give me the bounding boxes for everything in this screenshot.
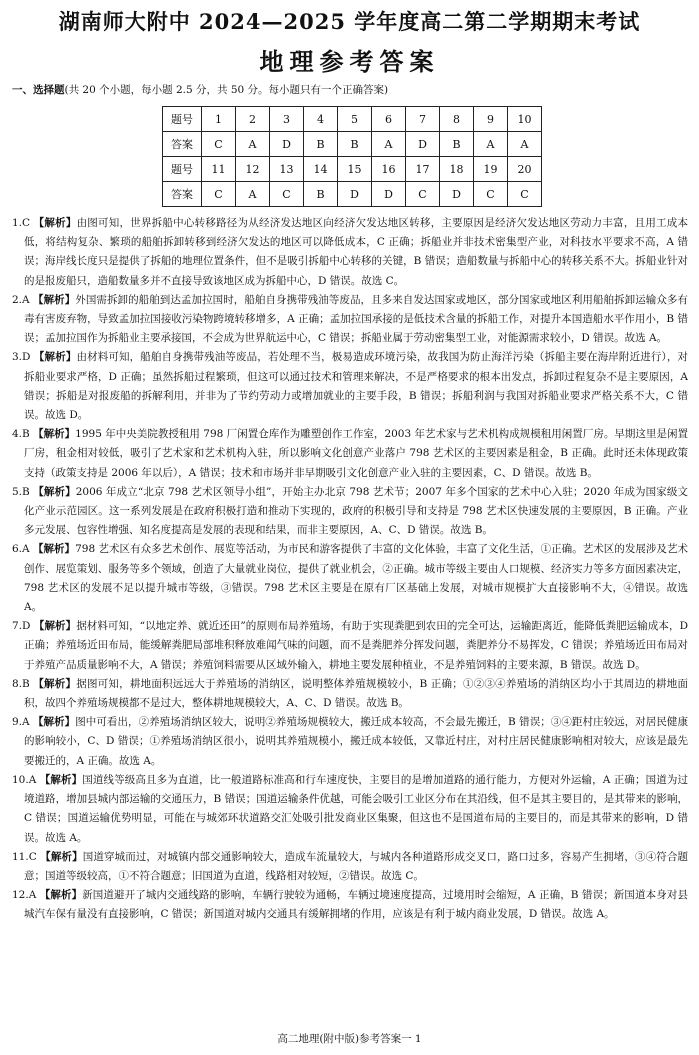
analysis-text: 国道线等级高且多为直道，比一般道路标准高和行车速度快，主要目的是增加道路的通行能力，方便对外运输，A 正确；国道为过境道路，增加县城内部运输的交通压力，B 错误；国道运输条件优越，可能会吸引工业区分布在其沿线，但不是其主要目的，是其带来的影响，C 错误；国道运输优势明显，可能在与城郊环状道路交汇处吸引批发商业区集聚，但这也不是国道布局的主要目的，而是其带来的影响，D 错误。故选 A。 — [24, 773, 689, 844]
question-explanation — [12, 713, 688, 771]
answer-letter: A — [236, 132, 270, 157]
question-number: 7 — [406, 107, 440, 132]
question-number: 4 — [304, 107, 338, 132]
analysis-text: 外国需拆卸的船舶到达孟加拉国时，船舶自身携带残油等废品，且多来自发达国家或地区，部分国家或地区利用船舶拆卸运输众多有毒有害废弃物，导致孟加拉国接收污染物跨境转移增多，A 正确；孟加拉国承接的是低技术含量的拆船工作，对提升本国造船水平作用小，B 错误；孟加拉国作为拆船业主要承接国，不会成为世界航运中心，C 错误；拆船业属于劳动密集型工业，对能源需求较小，D 错误。故选 A。 — [24, 293, 688, 345]
document-subtitle: 地理参考答案 — [259, 48, 440, 76]
answer-letter: D — [270, 132, 304, 157]
answer-letter: D — [338, 182, 372, 207]
question-answer-label: 1.C — [12, 217, 34, 229]
answer-letter: C — [202, 132, 236, 157]
row-header: 答案 — [163, 182, 202, 207]
question-explanation — [12, 848, 688, 886]
analysis-tag: 【解析】 — [33, 620, 77, 633]
row-header: 题号 — [163, 157, 202, 182]
answer-letter: B — [304, 182, 338, 207]
analysis-text: 据材料可知，“以地定养、就近还田”的原则布局养殖场，有助于实现粪肥到农田的完全可达，运输距离近，能降低粪肥运输成本，D 正确；养殖场近田布局，能缓解粪肥局部堆积释放难闻气味的问题，而不是粪肥养分挥发问题，粪肥养分不易挥发，C 错误；养殖场近田布局对于养殖产品质量影响不大，A 错误；养殖饲料需要从区域外输入，耕地主要发展种植业，不是养殖饲料的主要来源，B 错误。故选 D。 — [24, 620, 688, 671]
analysis-tag: 【解析】 — [33, 485, 76, 498]
analysis-tag: 【解析】 — [40, 850, 83, 863]
question-explanation — [12, 348, 688, 425]
analysis-tag: 【解析】 — [33, 428, 76, 441]
table-row — [163, 107, 542, 132]
section-note: (共 20 个小题，每小题 2.5 分，共 50 分。每小题只有一个正确答案) — [64, 84, 389, 96]
question-explanation — [12, 425, 688, 483]
question-number: 9 — [474, 107, 508, 132]
table-row — [163, 157, 542, 182]
question-answer-label: 8.B — [12, 677, 34, 690]
analysis-tag: 【解析】 — [33, 217, 77, 229]
answer-letter: A — [372, 132, 406, 157]
analysis-tag: 【解析】 — [33, 293, 76, 306]
answer-letter: C — [406, 182, 440, 207]
question-explanation — [12, 214, 688, 291]
analysis-text: 由图可知，世界拆船中心转移路径为从经济发达地区向经济欠发达地区转移，主要原因是经济欠发达地区劳动力丰富，且用工成本低，将结构复杂、繁琐的船舶拆卸转移到经济欠发达的地区可以降低成本，C 正确；拆船业并非技术密集型产业，对科技水平要求不高，A 错误；海岸线长度只是提供了拆船的地理位置条件，但不是吸引拆船中心转移的关键，B 错误；造船数量与拆船中心的转移关系不大。拆船业针对的是报废船只，造船数量多并不直接导致该地区成为拆船中心，D 错误。故选 C。 — [24, 217, 689, 287]
question-number: 15 — [338, 157, 372, 182]
question-number: 17 — [406, 157, 440, 182]
question-number: 6 — [372, 107, 406, 132]
question-number: 8 — [440, 107, 474, 132]
analysis-tag: 【解析】 — [39, 773, 83, 786]
table-row — [163, 132, 542, 157]
analysis-text: 国道穿城而过，对城镇内部交通影响较大，造成车流量较大，与城内各种道路形成交叉口，路口过多，容易产生拥堵，③④符合题意；国道等级较高，①不符合题意；旧国道为直道，线路相对较短，②错误。故选 C。 — [24, 850, 689, 882]
question-answer-label: 7.D — [12, 620, 34, 633]
page-footer: 高二地理(附中版)参考答案一 1 — [277, 1033, 422, 1045]
question-number: 16 — [372, 157, 406, 182]
question-number: 12 — [236, 157, 270, 182]
answer-letter: C — [270, 182, 304, 207]
answer-letter: A — [508, 132, 542, 157]
question-number: 1 — [202, 107, 236, 132]
question-answer-label: 4.B — [12, 428, 34, 441]
question-explanation — [12, 483, 688, 541]
analysis-text: 新国道避开了城内交通线路的影响，车辆行驶较为通畅，车辆过境速度提高，过境用时会缩短，A 正确，B 错误；新国道本身对县城汽车保有量没有直接影响，C 错误；新国道对城内交通具有缓解拥堵的作用，应该是有利于城内商业发展，D 错误。故选 A。 — [24, 889, 688, 921]
answer-letter: C — [202, 182, 236, 207]
question-number: 14 — [304, 157, 338, 182]
analysis-text: 1995 年中央美院教授租用 798 厂闲置仓库作为雕塑创作工作室，2003 年艺术家与艺术机构成规模租用闲置厂房。早期这里是闲置厂房，租金相对较低，吸引了艺术家和艺术机构入驻，所以影响文化创意产业落户 798 艺术区的主要因素是租金，B 正确。此时还未体现政策支持（政策支持是 2006 年以后），A 错误；技术和市场并非早期吸引文化创意产业入驻的主要因素，C、D 错误。故选 B。 — [24, 428, 688, 479]
analysis-text: 据图可知，耕地面积远远大于养殖场的消纳区，说明整体养殖规模较小，B 正确；①②③④养殖场的消纳区均小于其周边的耕地面积，故四个养殖场规模都不是过大，整体耕地规模较大，A、C、D 错误。故选 B。 — [24, 677, 689, 710]
answer-letter: C — [474, 182, 508, 207]
question-answer-label: 11.C — [12, 850, 41, 863]
answer-letter: D — [406, 132, 440, 157]
analysis-tag: 【解析】 — [32, 543, 76, 556]
analysis-text: 图中可看出，②养殖场消纳区较大，说明②养殖场规模较大，搬迁成本较高，不会最先搬迁，B 错误；③④距村庄较远，对居民健康的影响较小，C、D 错误；①养殖场消纳区很小，说明其养殖规模小，搬迁成本较低，又靠近村庄，对村庄居民健康影响相对较大，应该是最先要搬迁的，A 正确。故选 A。 — [24, 716, 688, 767]
explanations-list — [12, 214, 688, 925]
answer-letter: B — [304, 132, 338, 157]
analysis-text: 由材料可知，船舶自身携带残油等废品，若处理不当，极易造成环境污染，故我国为防止海洋污染（拆船主要在海岸附近进行），对拆船业要求严格，D 正确；虽然拆船过程繁琐，但这可以通过技术和管理来解决，不是严格要求的根本出发点，拆卸过程复杂不是主要原因，A 错误；拆船是对报废船的拆解利用，并非为了节约劳动力或增加就业的主要手段，B 错误；拆船利润与我国对拆船业要求严格关系不大，C 错误。故选 D。 — [24, 351, 689, 422]
question-explanation — [12, 675, 688, 713]
question-number: 5 — [338, 107, 372, 132]
question-number: 20 — [508, 157, 542, 182]
analysis-text: 798 艺术区有众多艺术创作、展览等活动，为市民和游客提供了丰富的文化体验，丰富了文化生活，①正确。艺术区的发展涉及艺术创作、展览策划、服务等多个领域，创造了大量就业岗位，提供了就业机会，②正确。城市等级主要由人口规模、经济实力等多方面因素决定，798 艺术区的发展不足以提升城市等级，③错误。798 艺术区主要是在原有厂区基础上发展，对城市规模扩大直接影响不大，④错误。故选 A。 — [24, 543, 688, 614]
answer-letter: B — [440, 132, 474, 157]
analysis-text: 2006 年成立“北京 798 艺术区领导小组”，开始主办北京 798 艺术节；2007 年多个国家的艺术中心入驻；2020 年成为国家级文化产业示范园区。这一系列发展是在政府积极打造和推动下实现的，政府的积极引导和支持是 798 艺术区快速发展的主要原因，B 正确。产业多元发展、包容性增强、知名度提高是发展的表现和结果，而非主要原因，A、C、D 错误。故选 B。 — [24, 485, 688, 537]
section-label: 一、选择题 — [12, 84, 65, 96]
question-number: 19 — [474, 157, 508, 182]
question-number: 13 — [270, 157, 304, 182]
question-number: 11 — [202, 157, 236, 182]
question-explanation — [12, 886, 688, 924]
question-explanation — [12, 291, 688, 349]
answer-letter: D — [440, 182, 474, 207]
answer-letter: B — [338, 132, 372, 157]
section-heading — [12, 82, 388, 97]
analysis-tag: 【解析】 — [33, 351, 77, 364]
analysis-tag: 【解析】 — [33, 677, 77, 690]
question-number: 18 — [440, 157, 474, 182]
answer-table — [162, 106, 542, 207]
question-answer-label: 5.B — [12, 485, 34, 498]
table-row — [163, 182, 542, 207]
question-explanation — [12, 771, 688, 848]
question-number: 3 — [270, 107, 304, 132]
question-answer-label: 6.A — [12, 543, 33, 556]
answer-letter: A — [474, 132, 508, 157]
answer-letter: A — [236, 182, 270, 207]
question-answer-label: 12.A — [12, 889, 40, 902]
answer-letter: C — [508, 182, 542, 207]
row-header: 答案 — [163, 132, 202, 157]
analysis-tag: 【解析】 — [33, 716, 76, 729]
question-explanation — [12, 540, 688, 617]
question-explanation — [12, 617, 688, 675]
exam-title: 湖南师大附中 2024—2025 学年度高二第二学期期末考试 — [58, 9, 641, 34]
question-answer-label: 2.A — [12, 293, 34, 306]
row-header: 题号 — [163, 107, 202, 132]
question-answer-label: 9.A — [12, 716, 33, 729]
analysis-tag: 【解析】 — [39, 889, 83, 902]
question-answer-label: 10.A — [12, 773, 40, 786]
question-number: 10 — [508, 107, 542, 132]
question-answer-label: 3.D — [12, 351, 34, 364]
question-number: 2 — [236, 107, 270, 132]
answer-letter: D — [372, 182, 406, 207]
